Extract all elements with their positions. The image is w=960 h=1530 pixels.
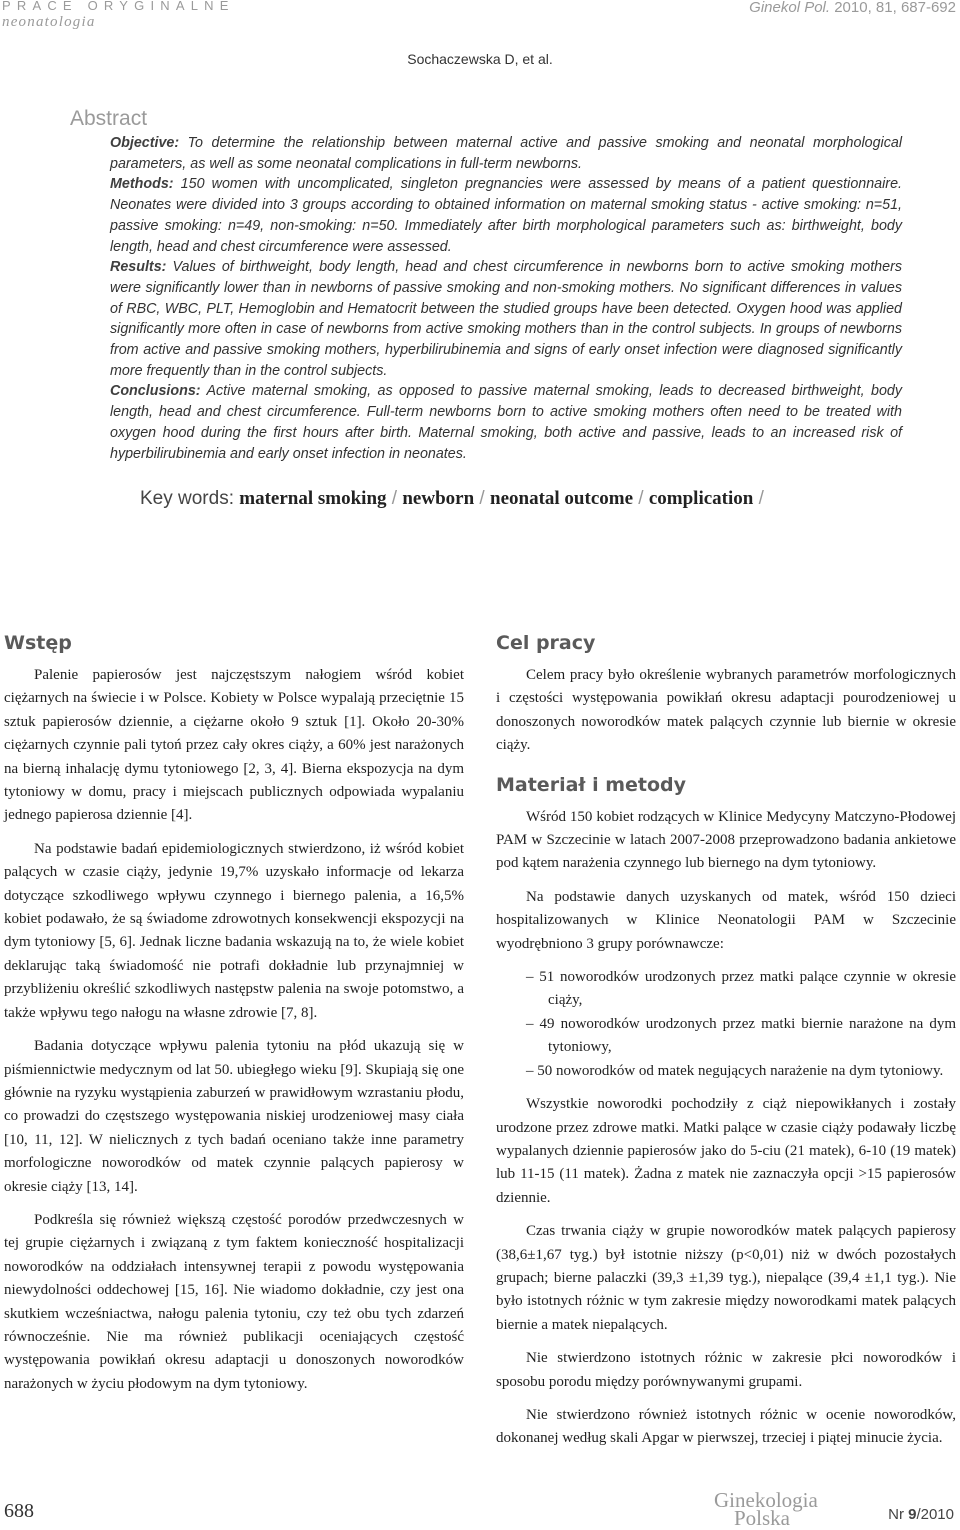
abstract-results bbox=[110, 257, 902, 381]
section-heading-wstep: Wstęp bbox=[4, 632, 72, 654]
list-item: – 51 noworodków urodzonych przez matki palące czynnie w okresie ciąży, bbox=[526, 969, 956, 1009]
keyword-term: neonatal outcome bbox=[490, 488, 634, 509]
keyword-term: maternal smoking bbox=[239, 488, 387, 509]
section-heading-material-i-metody: Materiał i metody bbox=[496, 773, 686, 796]
objective-text: To determine the relationship between maternal active and passive smoking and neonatal morphological parameters, as well as some neonatal complications in full-term newborns. bbox=[110, 135, 902, 172]
body-paragraph: Na podstawie badań epidemiologicznych stwierdzono, iż wśród kobiet palących w czasie ciąży, jedynie 19,7% uzyskało informacje od lekarza dotyczące szkodliwego wpływu czynnego i biernego palenia, a 16,5% kobiet podawało, że są świadome zdrowotnych konsekwencji ekspozycji na dym tytoniowy [5, 6]. Jednak liczne badania wskazują na to, że wiele kobiet deklarując taką świadomość nie potrafi dokładnie lub przynajmniej w przybliżeniu określić szkodliwych następstw palenia na swoje potomstwo, a także wpływu tego nałogu na własne zdrowie [7, 8]. bbox=[4, 840, 464, 1021]
results-label: Results: bbox=[110, 259, 167, 276]
list-item: – 49 noworodków urodzonych przez matki biernie narażone na dym tytoniowy, bbox=[526, 1015, 956, 1056]
keyword-separator: / bbox=[633, 488, 649, 509]
conclusions-text: Active maternal smoking, as opposed to passive maternal smoking, leads to decreased birthweight, body length, head and chest circumference. Full-term newborns born to active smoking mothers often need to be treated with oxygen hood during the first hours after birth. Maternal smoking, both active and passive, leads to an increased risk of hyperbilirubinemia and early onset infection in neonates. bbox=[110, 383, 902, 462]
abstract-conclusions bbox=[110, 381, 902, 464]
journal-logo-line1: Ginekologia bbox=[714, 1488, 818, 1512]
issue-label bbox=[888, 1506, 954, 1523]
body-paragraph: Palenie papierosów jest najczęstszym nałogiem wśród kobiet ciężarnych na świecie i w Polsce. Kobiety w Polsce wypalają przeciętnie 15 sztuk papierosów dziennie, a ciężarne około 9 sztuk [1]. Około 20-30% ciężarnych czynnie pali tytoń przez cały okres ciąży, a 60% jest narażonych na bierną inhalację dymu tytoniowego [2, 3, 4]. Bierna ekspozycja na dym tytoniowy w domu, pracy i miejscach publicznych odpowiada wypalaniu jednego papierosa dziennie [4]. bbox=[4, 667, 464, 824]
body-paragraph: Wszystkie noworodki pochodziły z ciąż niepowikłanych i zostały urodzone przez zdrowe matki. Matki palące w czasie ciąży podawały liczbę wypalanych dziennie papierosów jako do 5-ciu (21 matek), 6-10 (19 matek) lub 11-15 (11 matek). Żadna z matek nie zaznaczyła opcji >15 papierosów dziennie. bbox=[496, 1096, 956, 1206]
page-number: 688 bbox=[4, 1500, 34, 1522]
journal-logo bbox=[714, 1488, 818, 1530]
issue-number: 9 bbox=[908, 1506, 917, 1523]
journal-volume-pages: 2010, 81, 687-692 bbox=[830, 0, 956, 16]
issue-year: /2010 bbox=[916, 1506, 954, 1523]
abstract-body bbox=[110, 133, 902, 464]
results-text: Values of birthweight, body length, head and chest circumference in newborns born to active smoking mothers were significantly lower than in newborns of passive smoking and non-smoking mothers. No significant differences in values of RBC, WBC, PLT, Hemoglobin and Hematocrit between the studied groups have been detected. Oxygen hood was applied significantly more often in case of newborns from active smoking mothers than in the control subjects. In groups of newborns from active and passive smoking mothers, hyperbilirubinemia and signs of early onset infection were diagnosed significantly more frequently than in the control subjects. bbox=[110, 259, 902, 379]
keyword-separator: / bbox=[386, 488, 403, 509]
body-paragraph: Czas trwania ciąży w grupie noworodków matek palących papierosy (38,6±1,67 tyg.) był istotnie niższy (p<0,01) niż w dwóch pozostałych grupach; bierne palaczki (39,3 ±1,39 tyg.), niepalące (39,4 ±1,1 tyg.). Nie było istotnych różnic w tym zakresie między noworodkami matek palących biernie a matek niepalących. bbox=[496, 1223, 956, 1333]
journal-name: Ginekol Pol. bbox=[749, 0, 831, 16]
keyword-separator: / bbox=[474, 488, 490, 509]
body-paragraph: Nie stwierdzono istotnych różnic w zakresie płci noworodków i sposobu porodu między porównywanymi grupami. bbox=[496, 1350, 956, 1390]
body-paragraph: Na podstawie danych uzyskanych od matek, wśród 150 dzieci hospitalizowanych w Klinice Neonatologii PAM w Szczecinie wyodrębniono 3 grupy porównawcze: bbox=[496, 888, 956, 952]
keyword-term: complication bbox=[648, 488, 754, 509]
section-label: PRACE ORYGINALNE bbox=[2, 0, 235, 13]
abstract-objective bbox=[110, 133, 902, 174]
keyword-term: newborn bbox=[402, 488, 475, 509]
author-line: Sochaczewska D, et al. bbox=[407, 51, 553, 67]
group-list bbox=[496, 966, 956, 1083]
subsection-label: neonatologia bbox=[2, 14, 96, 30]
body-paragraph: Podkreśla się również większą częstość porodów przedwczesnych w tej grupie ciężarnych i związaną z tym faktem konieczność hospitalizacji noworodków na oddziałach intensywnej terapii z powodu występowania niewydolności oddechowej [15, 16]. Nie wiadomo dokładnie, czy jest ona skutkiem wcześniactwa, nałogu palenia tytoniu, czy też obu tych zdarzeń równocześnie. Nie ma również publikacji oceniających częstość występowania powikłań okresu adaptacji u donoszonych noworodków narażonych w życiu płodowym na dym tytoniowy. bbox=[4, 1211, 464, 1392]
conclusions-label: Conclusions: bbox=[110, 383, 201, 400]
right-column bbox=[496, 630, 956, 1461]
body-paragraph: Wśród 150 kobiet rodzących w Klinice Medycyny Matczyno-Płodowej PAM w Szczecinie w latach 2007-2008 przeprowadzono badania ankietowe pod kątem narażenia czynnego lub biernego na dym tytoniowy. bbox=[496, 808, 956, 872]
list-item: – 50 noworodków od matek negujących narażenie na dym tytoniowy. bbox=[526, 1062, 944, 1079]
issue-prefix: Nr bbox=[888, 1506, 909, 1523]
body-paragraph: Celem pracy było określenie wybranych parametrów morfologicznych i częstości występowania powikłań okresu adaptacji pourodzeniowej u donoszonych noworodków matek palących czynnie lub biernie w okresie ciąży. bbox=[496, 667, 956, 754]
journal-logo-line2: Polska bbox=[734, 1506, 791, 1530]
keywords-line bbox=[140, 488, 764, 510]
methods-label: Methods: bbox=[110, 176, 174, 193]
abstract-methods bbox=[110, 174, 902, 257]
body-paragraph: Badania dotyczące wpływu palenia tytoniu na płód ukazują się w piśmiennictwie medycznym od lat 50. ubiegłego wieku [9]. Skupiają się one głównie na ryzyku wystąpienia zaburzeń w prawidłowym wzrastaniu płodu, co prowadzi do częstszego występowania niskiej urodzeniowej masy ciała [10, 11, 12]. W nielicznych z tych badań oceniano także inne parametry morfologiczne noworodków od matek czynnie palących papierosy w okresie ciąży [13, 14]. bbox=[4, 1038, 464, 1195]
journal-citation bbox=[749, 0, 956, 16]
body-paragraph: Nie stwierdzono również istotnych różnic w ocenie noworodków, dokonanej według skali Apgar w pierwszej, trzeciej i piątej minucie życia. bbox=[496, 1406, 956, 1447]
keyword-separator: / bbox=[753, 488, 764, 509]
left-column bbox=[4, 630, 464, 1406]
section-heading-cel-pracy: Cel pracy bbox=[496, 632, 596, 654]
abstract-heading: Abstract bbox=[70, 107, 148, 130]
keywords-label: Key words: bbox=[140, 488, 240, 509]
methods-text: 150 women with uncomplicated, singleton pregnancies were assessed by means of a patient questionnaire. Neonates were divided into 3 groups according to obtained information on maternal smoking status - active smoking: n=51, passive smoking: n=49, non-smoking: n=50. Immediately after birth morphological parameters such as: birthweight, body length, head and chest circumference were assessed. bbox=[110, 176, 902, 255]
objective-label: Objective: bbox=[110, 135, 180, 151]
